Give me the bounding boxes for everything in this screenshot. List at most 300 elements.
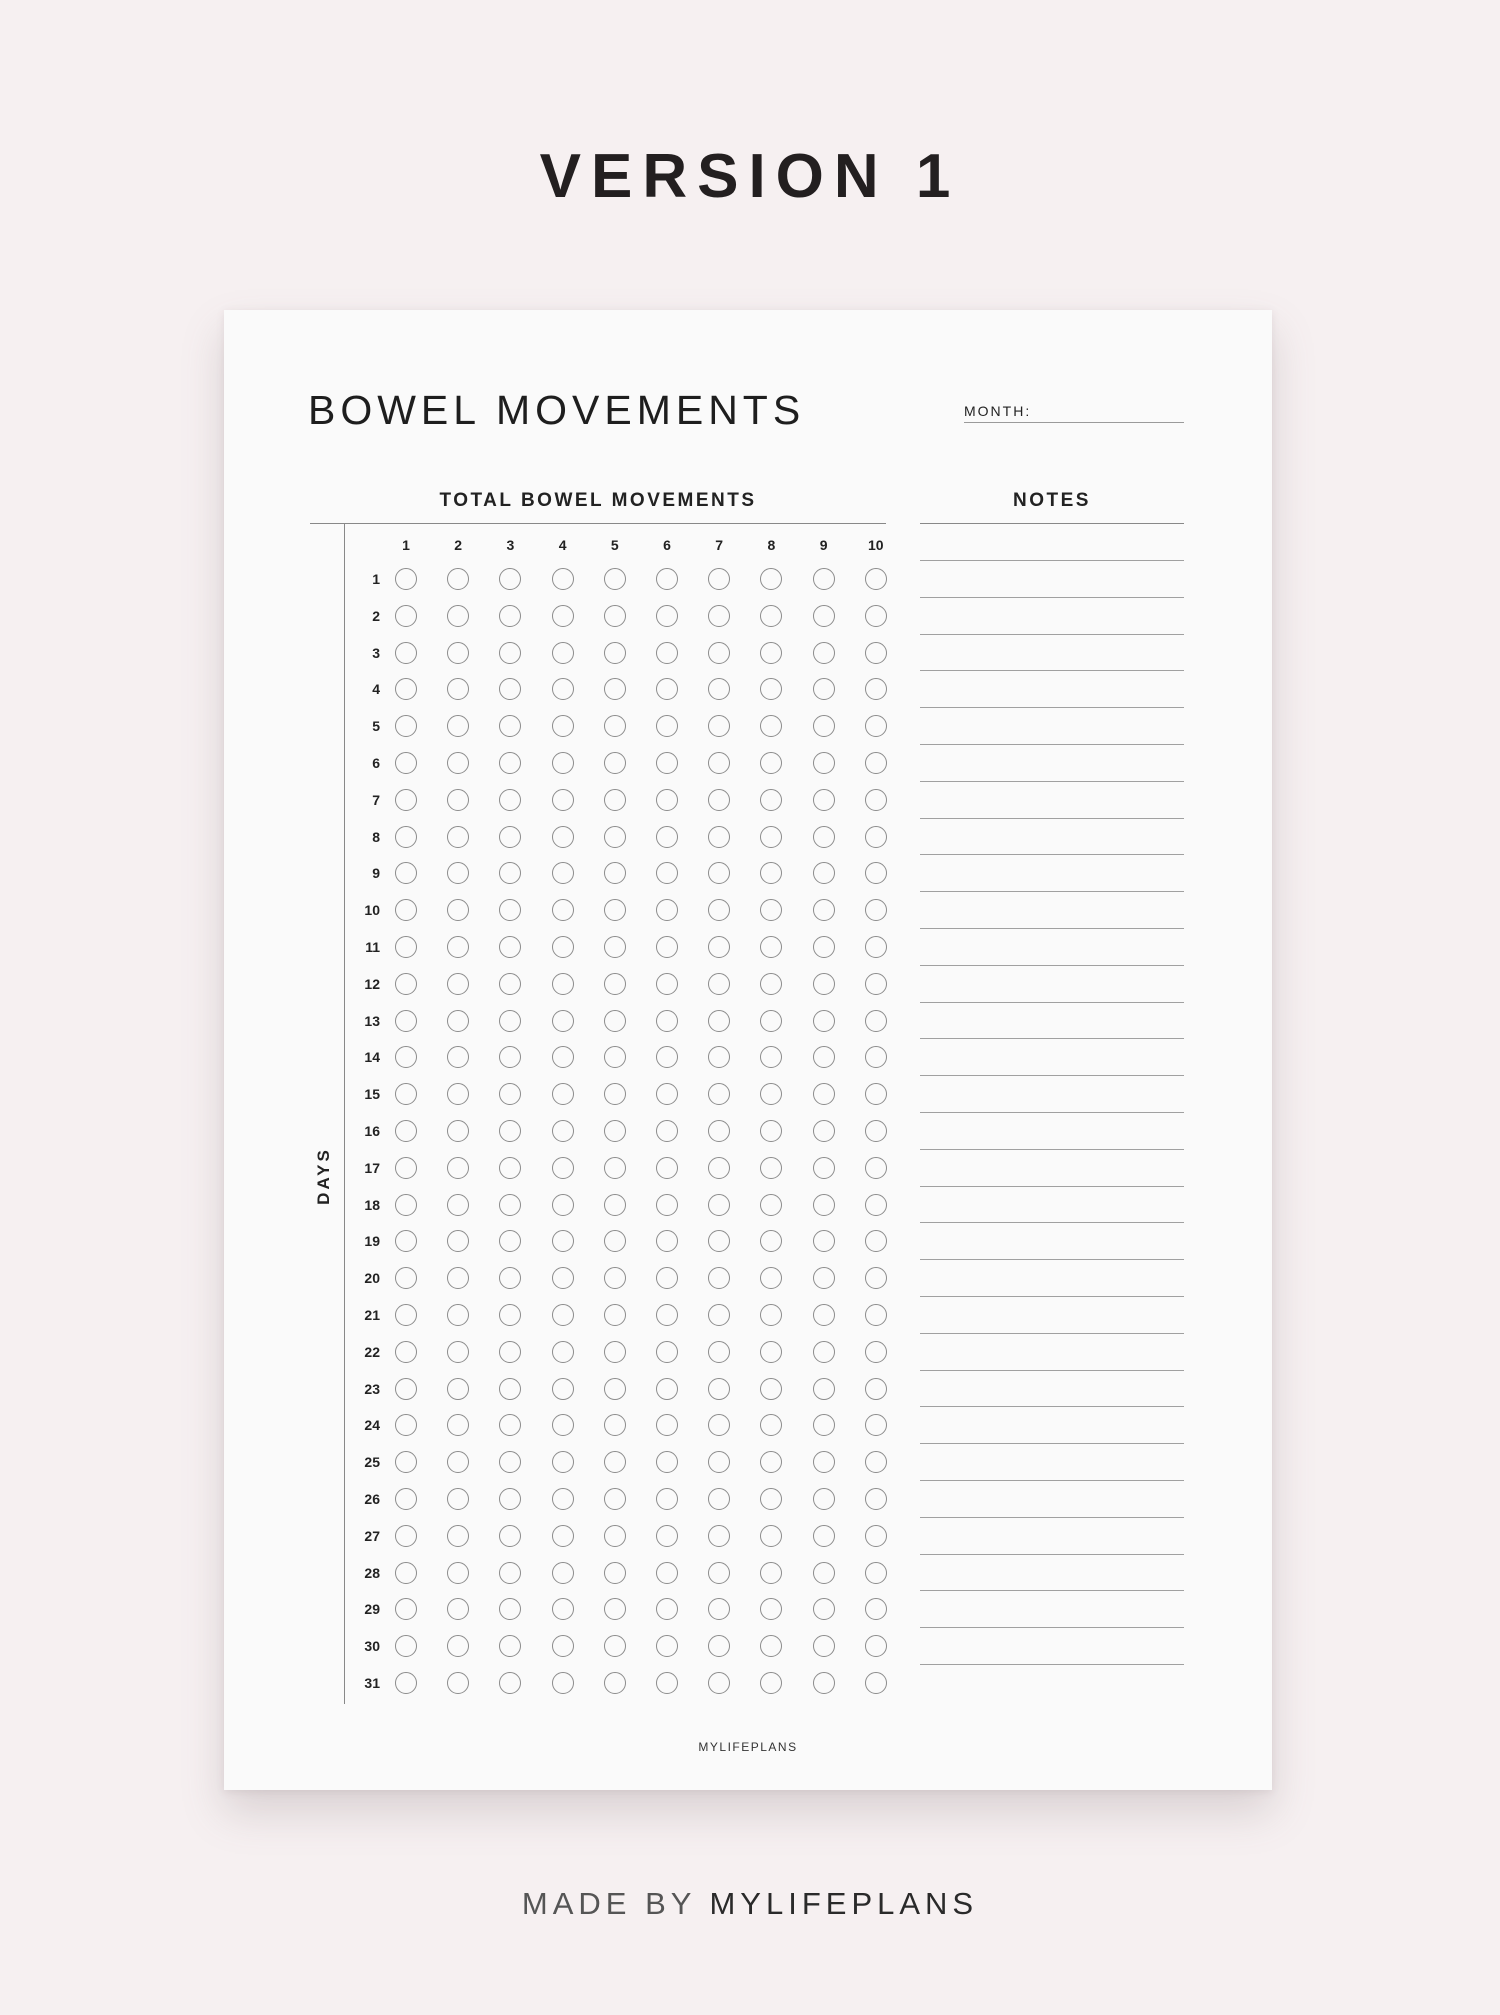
tracker-circle[interactable] bbox=[656, 1635, 678, 1657]
tracker-circle[interactable] bbox=[499, 678, 521, 700]
tracker-circle[interactable] bbox=[656, 1120, 678, 1142]
tracker-circle[interactable] bbox=[760, 973, 782, 995]
note-line[interactable] bbox=[920, 744, 1184, 745]
tracker-circle[interactable] bbox=[760, 1378, 782, 1400]
tracker-circle[interactable] bbox=[499, 1672, 521, 1694]
tracker-circle[interactable] bbox=[656, 1598, 678, 1620]
tracker-circle[interactable] bbox=[760, 1157, 782, 1179]
tracker-circle[interactable] bbox=[865, 1083, 887, 1105]
tracker-circle[interactable] bbox=[760, 899, 782, 921]
tracker-circle[interactable] bbox=[552, 1414, 574, 1436]
tracker-circle[interactable] bbox=[865, 1341, 887, 1363]
tracker-circle[interactable] bbox=[395, 1010, 417, 1032]
note-line[interactable] bbox=[920, 597, 1184, 598]
tracker-circle[interactable] bbox=[865, 936, 887, 958]
tracker-circle[interactable] bbox=[395, 1230, 417, 1252]
note-line[interactable] bbox=[920, 1186, 1184, 1187]
tracker-circle[interactable] bbox=[552, 1120, 574, 1142]
tracker-circle[interactable] bbox=[604, 826, 626, 848]
tracker-circle[interactable] bbox=[813, 1562, 835, 1584]
tracker-circle[interactable] bbox=[813, 1414, 835, 1436]
tracker-circle[interactable] bbox=[499, 715, 521, 737]
tracker-circle[interactable] bbox=[395, 1046, 417, 1068]
tracker-circle[interactable] bbox=[499, 1230, 521, 1252]
note-line[interactable] bbox=[920, 1627, 1184, 1628]
tracker-circle[interactable] bbox=[447, 752, 469, 774]
tracker-circle[interactable] bbox=[760, 568, 782, 590]
tracker-circle[interactable] bbox=[447, 1230, 469, 1252]
tracker-circle[interactable] bbox=[552, 1525, 574, 1547]
tracker-circle[interactable] bbox=[499, 1414, 521, 1436]
tracker-circle[interactable] bbox=[447, 1378, 469, 1400]
tracker-circle[interactable] bbox=[708, 1267, 730, 1289]
tracker-circle[interactable] bbox=[708, 1488, 730, 1510]
tracker-circle[interactable] bbox=[708, 642, 730, 664]
tracker-circle[interactable] bbox=[447, 789, 469, 811]
tracker-circle[interactable] bbox=[760, 678, 782, 700]
tracker-circle[interactable] bbox=[604, 568, 626, 590]
tracker-circle[interactable] bbox=[708, 973, 730, 995]
tracker-circle[interactable] bbox=[656, 1083, 678, 1105]
note-line[interactable] bbox=[920, 928, 1184, 929]
tracker-circle[interactable] bbox=[552, 1046, 574, 1068]
tracker-circle[interactable] bbox=[865, 1010, 887, 1032]
tracker-circle[interactable] bbox=[813, 1194, 835, 1216]
tracker-circle[interactable] bbox=[865, 715, 887, 737]
tracker-circle[interactable] bbox=[865, 1488, 887, 1510]
tracker-circle[interactable] bbox=[447, 1488, 469, 1510]
tracker-circle[interactable] bbox=[760, 1304, 782, 1326]
tracker-circle[interactable] bbox=[708, 1451, 730, 1473]
tracker-circle[interactable] bbox=[708, 826, 730, 848]
tracker-circle[interactable] bbox=[656, 973, 678, 995]
tracker-circle[interactable] bbox=[760, 1672, 782, 1694]
note-line[interactable] bbox=[920, 1333, 1184, 1334]
tracker-circle[interactable] bbox=[708, 899, 730, 921]
tracker-circle[interactable] bbox=[656, 1230, 678, 1252]
tracker-circle[interactable] bbox=[604, 1525, 626, 1547]
tracker-circle[interactable] bbox=[813, 1010, 835, 1032]
tracker-circle[interactable] bbox=[395, 605, 417, 627]
tracker-circle[interactable] bbox=[447, 826, 469, 848]
note-line[interactable] bbox=[920, 560, 1184, 561]
tracker-circle[interactable] bbox=[552, 1672, 574, 1694]
tracker-circle[interactable] bbox=[813, 568, 835, 590]
tracker-circle[interactable] bbox=[656, 899, 678, 921]
tracker-circle[interactable] bbox=[395, 1414, 417, 1436]
tracker-circle[interactable] bbox=[604, 789, 626, 811]
tracker-circle[interactable] bbox=[395, 1672, 417, 1694]
tracker-circle[interactable] bbox=[499, 1525, 521, 1547]
tracker-circle[interactable] bbox=[604, 1562, 626, 1584]
tracker-circle[interactable] bbox=[499, 973, 521, 995]
tracker-circle[interactable] bbox=[552, 1378, 574, 1400]
tracker-circle[interactable] bbox=[708, 678, 730, 700]
tracker-circle[interactable] bbox=[813, 899, 835, 921]
note-line[interactable] bbox=[920, 1296, 1184, 1297]
tracker-circle[interactable] bbox=[499, 936, 521, 958]
tracker-circle[interactable] bbox=[708, 1378, 730, 1400]
tracker-circle[interactable] bbox=[395, 678, 417, 700]
tracker-circle[interactable] bbox=[552, 936, 574, 958]
tracker-circle[interactable] bbox=[395, 1304, 417, 1326]
tracker-circle[interactable] bbox=[395, 1635, 417, 1657]
tracker-circle[interactable] bbox=[552, 862, 574, 884]
tracker-circle[interactable] bbox=[447, 1194, 469, 1216]
tracker-circle[interactable] bbox=[447, 1672, 469, 1694]
tracker-circle[interactable] bbox=[708, 1230, 730, 1252]
tracker-circle[interactable] bbox=[760, 1635, 782, 1657]
tracker-circle[interactable] bbox=[395, 1194, 417, 1216]
tracker-circle[interactable] bbox=[395, 1267, 417, 1289]
tracker-circle[interactable] bbox=[708, 789, 730, 811]
tracker-circle[interactable] bbox=[395, 1378, 417, 1400]
tracker-circle[interactable] bbox=[865, 568, 887, 590]
tracker-circle[interactable] bbox=[656, 1562, 678, 1584]
tracker-circle[interactable] bbox=[656, 752, 678, 774]
tracker-circle[interactable] bbox=[552, 1341, 574, 1363]
tracker-circle[interactable] bbox=[813, 1525, 835, 1547]
note-line[interactable] bbox=[920, 707, 1184, 708]
tracker-circle[interactable] bbox=[813, 1451, 835, 1473]
tracker-circle[interactable] bbox=[499, 1635, 521, 1657]
tracker-circle[interactable] bbox=[447, 1046, 469, 1068]
note-line[interactable] bbox=[920, 1480, 1184, 1481]
tracker-circle[interactable] bbox=[865, 973, 887, 995]
tracker-circle[interactable] bbox=[813, 1635, 835, 1657]
tracker-circle[interactable] bbox=[865, 1562, 887, 1584]
tracker-circle[interactable] bbox=[447, 936, 469, 958]
tracker-circle[interactable] bbox=[395, 1488, 417, 1510]
tracker-circle[interactable] bbox=[552, 1304, 574, 1326]
tracker-circle[interactable] bbox=[708, 715, 730, 737]
tracker-circle[interactable] bbox=[604, 1230, 626, 1252]
tracker-circle[interactable] bbox=[499, 605, 521, 627]
tracker-circle[interactable] bbox=[865, 1194, 887, 1216]
tracker-circle[interactable] bbox=[708, 1157, 730, 1179]
tracker-circle[interactable] bbox=[395, 1083, 417, 1105]
tracker-circle[interactable] bbox=[447, 605, 469, 627]
tracker-circle[interactable] bbox=[760, 752, 782, 774]
tracker-circle[interactable] bbox=[604, 1010, 626, 1032]
tracker-circle[interactable] bbox=[760, 789, 782, 811]
tracker-circle[interactable] bbox=[760, 1267, 782, 1289]
tracker-circle[interactable] bbox=[604, 1378, 626, 1400]
tracker-circle[interactable] bbox=[760, 1598, 782, 1620]
tracker-circle[interactable] bbox=[865, 862, 887, 884]
tracker-circle[interactable] bbox=[656, 1451, 678, 1473]
tracker-circle[interactable] bbox=[656, 936, 678, 958]
tracker-circle[interactable] bbox=[813, 1267, 835, 1289]
tracker-circle[interactable] bbox=[552, 1010, 574, 1032]
tracker-circle[interactable] bbox=[395, 752, 417, 774]
tracker-circle[interactable] bbox=[604, 1341, 626, 1363]
tracker-circle[interactable] bbox=[604, 1194, 626, 1216]
tracker-circle[interactable] bbox=[760, 936, 782, 958]
note-line[interactable] bbox=[920, 1259, 1184, 1260]
tracker-circle[interactable] bbox=[813, 715, 835, 737]
tracker-circle[interactable] bbox=[604, 1157, 626, 1179]
tracker-circle[interactable] bbox=[865, 605, 887, 627]
tracker-circle[interactable] bbox=[499, 1194, 521, 1216]
tracker-circle[interactable] bbox=[499, 1451, 521, 1473]
tracker-circle[interactable] bbox=[865, 1304, 887, 1326]
tracker-circle[interactable] bbox=[447, 678, 469, 700]
tracker-circle[interactable] bbox=[552, 1230, 574, 1252]
tracker-circle[interactable] bbox=[499, 1598, 521, 1620]
tracker-circle[interactable] bbox=[813, 1230, 835, 1252]
tracker-circle[interactable] bbox=[760, 1341, 782, 1363]
tracker-circle[interactable] bbox=[865, 826, 887, 848]
note-line[interactable] bbox=[920, 1406, 1184, 1407]
tracker-circle[interactable] bbox=[552, 1598, 574, 1620]
tracker-circle[interactable] bbox=[604, 1635, 626, 1657]
tracker-circle[interactable] bbox=[447, 1157, 469, 1179]
tracker-circle[interactable] bbox=[865, 1230, 887, 1252]
tracker-circle[interactable] bbox=[552, 715, 574, 737]
tracker-circle[interactable] bbox=[552, 973, 574, 995]
tracker-circle[interactable] bbox=[760, 1414, 782, 1436]
note-line[interactable] bbox=[920, 1590, 1184, 1591]
tracker-circle[interactable] bbox=[395, 1120, 417, 1142]
tracker-circle[interactable] bbox=[447, 1120, 469, 1142]
note-line[interactable] bbox=[920, 1222, 1184, 1223]
tracker-circle[interactable] bbox=[447, 899, 469, 921]
tracker-circle[interactable] bbox=[813, 1120, 835, 1142]
tracker-circle[interactable] bbox=[656, 1525, 678, 1547]
tracker-circle[interactable] bbox=[395, 1525, 417, 1547]
tracker-circle[interactable] bbox=[813, 1083, 835, 1105]
tracker-circle[interactable] bbox=[447, 1083, 469, 1105]
tracker-circle[interactable] bbox=[499, 1083, 521, 1105]
tracker-circle[interactable] bbox=[656, 1341, 678, 1363]
tracker-circle[interactable] bbox=[656, 605, 678, 627]
tracker-circle[interactable] bbox=[499, 1378, 521, 1400]
tracker-circle[interactable] bbox=[395, 973, 417, 995]
tracker-circle[interactable] bbox=[499, 826, 521, 848]
tracker-circle[interactable] bbox=[552, 1267, 574, 1289]
tracker-circle[interactable] bbox=[865, 1451, 887, 1473]
tracker-circle[interactable] bbox=[552, 678, 574, 700]
tracker-circle[interactable] bbox=[760, 715, 782, 737]
tracker-circle[interactable] bbox=[760, 1525, 782, 1547]
tracker-circle[interactable] bbox=[865, 1267, 887, 1289]
note-line[interactable] bbox=[920, 1443, 1184, 1444]
tracker-circle[interactable] bbox=[760, 1488, 782, 1510]
tracker-circle[interactable] bbox=[604, 1451, 626, 1473]
tracker-circle[interactable] bbox=[656, 642, 678, 664]
tracker-circle[interactable] bbox=[447, 1304, 469, 1326]
tracker-circle[interactable] bbox=[708, 1304, 730, 1326]
tracker-circle[interactable] bbox=[395, 899, 417, 921]
tracker-circle[interactable] bbox=[656, 715, 678, 737]
tracker-circle[interactable] bbox=[447, 1267, 469, 1289]
tracker-circle[interactable] bbox=[813, 826, 835, 848]
tracker-circle[interactable] bbox=[447, 973, 469, 995]
note-line[interactable] bbox=[920, 1002, 1184, 1003]
tracker-circle[interactable] bbox=[865, 1598, 887, 1620]
tracker-circle[interactable] bbox=[708, 605, 730, 627]
tracker-circle[interactable] bbox=[656, 1672, 678, 1694]
tracker-circle[interactable] bbox=[865, 678, 887, 700]
tracker-circle[interactable] bbox=[813, 1046, 835, 1068]
tracker-circle[interactable] bbox=[760, 1083, 782, 1105]
tracker-circle[interactable] bbox=[604, 1267, 626, 1289]
tracker-circle[interactable] bbox=[395, 1451, 417, 1473]
tracker-circle[interactable] bbox=[813, 752, 835, 774]
tracker-circle[interactable] bbox=[708, 1672, 730, 1694]
tracker-circle[interactable] bbox=[760, 1120, 782, 1142]
tracker-circle[interactable] bbox=[656, 1378, 678, 1400]
tracker-circle[interactable] bbox=[499, 1046, 521, 1068]
tracker-circle[interactable] bbox=[760, 1010, 782, 1032]
tracker-circle[interactable] bbox=[604, 1046, 626, 1068]
note-line[interactable] bbox=[920, 965, 1184, 966]
month-input-line[interactable] bbox=[964, 422, 1184, 423]
tracker-circle[interactable] bbox=[760, 826, 782, 848]
tracker-circle[interactable] bbox=[499, 789, 521, 811]
tracker-circle[interactable] bbox=[604, 642, 626, 664]
tracker-circle[interactable] bbox=[447, 1414, 469, 1436]
tracker-circle[interactable] bbox=[813, 1157, 835, 1179]
tracker-circle[interactable] bbox=[708, 1525, 730, 1547]
tracker-circle[interactable] bbox=[656, 1046, 678, 1068]
tracker-circle[interactable] bbox=[552, 899, 574, 921]
tracker-circle[interactable] bbox=[708, 1414, 730, 1436]
tracker-circle[interactable] bbox=[447, 1562, 469, 1584]
note-line[interactable] bbox=[920, 1038, 1184, 1039]
tracker-circle[interactable] bbox=[813, 678, 835, 700]
tracker-circle[interactable] bbox=[813, 642, 835, 664]
tracker-circle[interactable] bbox=[813, 1488, 835, 1510]
tracker-circle[interactable] bbox=[499, 1562, 521, 1584]
tracker-circle[interactable] bbox=[813, 1304, 835, 1326]
tracker-circle[interactable] bbox=[447, 862, 469, 884]
tracker-circle[interactable] bbox=[499, 1010, 521, 1032]
note-line[interactable] bbox=[920, 854, 1184, 855]
tracker-circle[interactable] bbox=[656, 1194, 678, 1216]
tracker-circle[interactable] bbox=[708, 1194, 730, 1216]
tracker-circle[interactable] bbox=[813, 936, 835, 958]
tracker-circle[interactable] bbox=[552, 789, 574, 811]
tracker-circle[interactable] bbox=[708, 1598, 730, 1620]
tracker-circle[interactable] bbox=[552, 1562, 574, 1584]
tracker-circle[interactable] bbox=[656, 1488, 678, 1510]
tracker-circle[interactable] bbox=[813, 1598, 835, 1620]
tracker-circle[interactable] bbox=[395, 1341, 417, 1363]
note-line[interactable] bbox=[920, 1149, 1184, 1150]
tracker-circle[interactable] bbox=[708, 936, 730, 958]
tracker-circle[interactable] bbox=[656, 826, 678, 848]
tracker-circle[interactable] bbox=[760, 1194, 782, 1216]
note-line[interactable] bbox=[920, 818, 1184, 819]
tracker-circle[interactable] bbox=[499, 1341, 521, 1363]
tracker-circle[interactable] bbox=[499, 568, 521, 590]
tracker-circle[interactable] bbox=[865, 1378, 887, 1400]
tracker-circle[interactable] bbox=[604, 1304, 626, 1326]
tracker-circle[interactable] bbox=[447, 1451, 469, 1473]
tracker-circle[interactable] bbox=[552, 1083, 574, 1105]
tracker-circle[interactable] bbox=[604, 1120, 626, 1142]
tracker-circle[interactable] bbox=[865, 1120, 887, 1142]
note-line[interactable] bbox=[920, 634, 1184, 635]
tracker-circle[interactable] bbox=[395, 1598, 417, 1620]
tracker-circle[interactable] bbox=[708, 1046, 730, 1068]
tracker-circle[interactable] bbox=[656, 1010, 678, 1032]
tracker-circle[interactable] bbox=[604, 1598, 626, 1620]
tracker-circle[interactable] bbox=[552, 826, 574, 848]
tracker-circle[interactable] bbox=[604, 678, 626, 700]
tracker-circle[interactable] bbox=[395, 936, 417, 958]
tracker-circle[interactable] bbox=[604, 899, 626, 921]
tracker-circle[interactable] bbox=[604, 1083, 626, 1105]
tracker-circle[interactable] bbox=[395, 826, 417, 848]
tracker-circle[interactable] bbox=[760, 1046, 782, 1068]
note-line[interactable] bbox=[920, 1112, 1184, 1113]
tracker-circle[interactable] bbox=[395, 715, 417, 737]
tracker-circle[interactable] bbox=[865, 899, 887, 921]
tracker-circle[interactable] bbox=[708, 1635, 730, 1657]
tracker-circle[interactable] bbox=[447, 1010, 469, 1032]
tracker-circle[interactable] bbox=[447, 1341, 469, 1363]
tracker-circle[interactable] bbox=[499, 752, 521, 774]
tracker-circle[interactable] bbox=[552, 1451, 574, 1473]
tracker-circle[interactable] bbox=[499, 1304, 521, 1326]
tracker-circle[interactable] bbox=[656, 568, 678, 590]
tracker-circle[interactable] bbox=[604, 605, 626, 627]
tracker-circle[interactable] bbox=[604, 973, 626, 995]
tracker-circle[interactable] bbox=[656, 789, 678, 811]
tracker-circle[interactable] bbox=[604, 1672, 626, 1694]
tracker-circle[interactable] bbox=[813, 789, 835, 811]
tracker-circle[interactable] bbox=[760, 862, 782, 884]
tracker-circle[interactable] bbox=[552, 1488, 574, 1510]
tracker-circle[interactable] bbox=[708, 1120, 730, 1142]
tracker-circle[interactable] bbox=[656, 862, 678, 884]
tracker-circle[interactable] bbox=[865, 1157, 887, 1179]
tracker-circle[interactable] bbox=[708, 1341, 730, 1363]
tracker-circle[interactable] bbox=[708, 862, 730, 884]
tracker-circle[interactable] bbox=[760, 1230, 782, 1252]
tracker-circle[interactable] bbox=[447, 1635, 469, 1657]
tracker-circle[interactable] bbox=[395, 789, 417, 811]
tracker-circle[interactable] bbox=[865, 642, 887, 664]
tracker-circle[interactable] bbox=[499, 1267, 521, 1289]
tracker-circle[interactable] bbox=[395, 862, 417, 884]
tracker-circle[interactable] bbox=[656, 1414, 678, 1436]
tracker-circle[interactable] bbox=[604, 715, 626, 737]
tracker-circle[interactable] bbox=[447, 568, 469, 590]
tracker-circle[interactable] bbox=[499, 862, 521, 884]
tracker-circle[interactable] bbox=[708, 752, 730, 774]
tracker-circle[interactable] bbox=[395, 1562, 417, 1584]
tracker-circle[interactable] bbox=[499, 1488, 521, 1510]
tracker-circle[interactable] bbox=[708, 1562, 730, 1584]
tracker-circle[interactable] bbox=[604, 1414, 626, 1436]
tracker-circle[interactable] bbox=[656, 678, 678, 700]
tracker-circle[interactable] bbox=[760, 605, 782, 627]
tracker-circle[interactable] bbox=[813, 1378, 835, 1400]
tracker-circle[interactable] bbox=[552, 1635, 574, 1657]
tracker-circle[interactable] bbox=[656, 1157, 678, 1179]
note-line[interactable] bbox=[920, 1370, 1184, 1371]
tracker-circle[interactable] bbox=[499, 1157, 521, 1179]
tracker-circle[interactable] bbox=[865, 1672, 887, 1694]
tracker-circle[interactable] bbox=[708, 1010, 730, 1032]
tracker-circle[interactable] bbox=[865, 752, 887, 774]
tracker-circle[interactable] bbox=[447, 1525, 469, 1547]
tracker-circle[interactable] bbox=[865, 1046, 887, 1068]
